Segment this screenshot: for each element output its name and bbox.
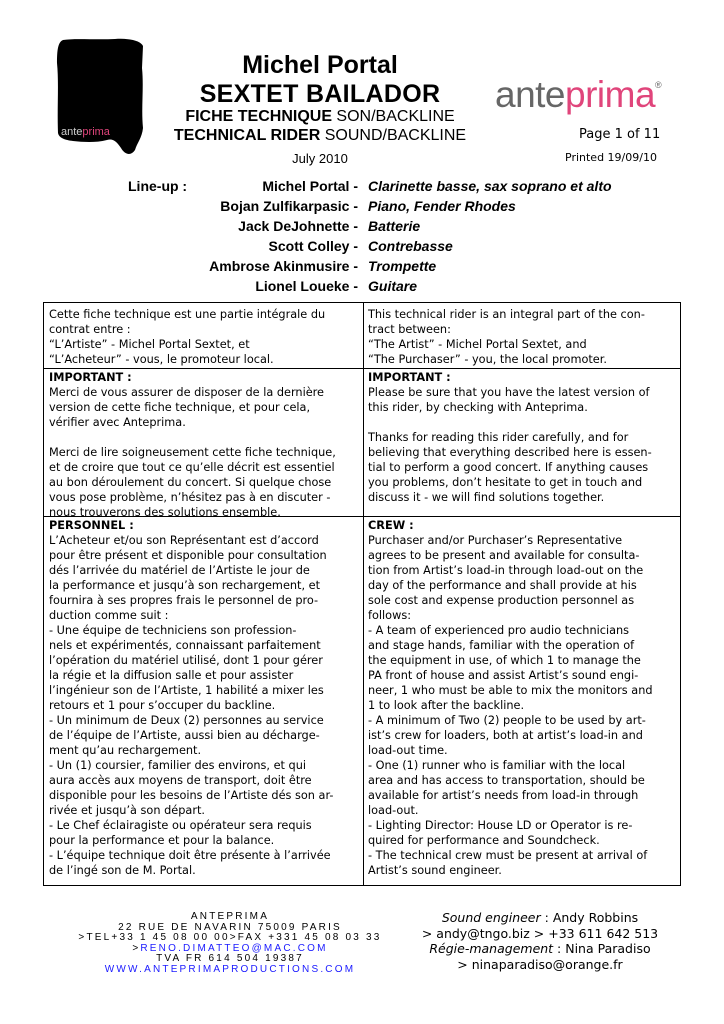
registered-mark: ®: [655, 80, 662, 90]
crew-heading: CREW :: [368, 519, 414, 532]
lineup-role: Batterie: [368, 218, 421, 234]
company-phones: >TEL+33 1 45 08 00 00>FAX +331 45 08 03 33: [78, 932, 382, 943]
regie-name: : Nina Paradiso: [553, 941, 651, 956]
brand-text-prima: prima: [565, 74, 656, 115]
lineup-role: Contrebasse: [368, 238, 453, 254]
company-name: ANTEPRIMA: [190, 911, 270, 922]
intro-french: Cette fiche technique est une partie intégrale du contrat entre : “L’Artiste” - Michel Portal Sextet, et “L’Acheteur” - vous, le promoteur local.: [49, 308, 326, 366]
lineup-roles: [368, 176, 612, 296]
important-french-heading: IMPORTANT :: [49, 371, 132, 384]
anteprima-logo: [55, 38, 145, 158]
page-number: Page 1 of 11: [579, 127, 661, 142]
document-date: July 2010: [292, 151, 348, 166]
lineup-name: Michel Portal -: [262, 178, 358, 194]
subtitle-french: [160, 108, 480, 126]
personnel-french: [49, 518, 359, 878]
page-subtitle: SEXTET BAILADOR: [199, 80, 441, 108]
table-column-divider: [363, 303, 364, 885]
lineup-name: Bojan Zulfikarpasic -: [220, 198, 358, 214]
company-address-block: [60, 912, 400, 975]
lineup-role: Trompette: [368, 258, 437, 274]
sound-engineer-contact: > andy@tngo.biz > +33 611 642 513: [421, 925, 659, 941]
email-link[interactable]: RENO.DIMATTEO@MAC.COM: [140, 942, 328, 954]
contacts-block: [400, 910, 680, 972]
company-address: 22 RUE DE NAVARIN 75009 PARIS: [118, 921, 342, 933]
lineup-label: Line-up :: [128, 178, 188, 194]
sound-engineer-label: Sound engineer: [441, 910, 541, 925]
lineup-name: Ambrose Akinmusire -: [209, 258, 358, 274]
important-french: [49, 370, 359, 520]
page-title: Michel Portal: [242, 51, 398, 79]
important-english-text: Please be sure that you have the latest version of this rider, by checking with Anteprima. Thanks for reading this rider carefully, and for believing that everything described here is essen- tial to perform a good concert. If anything causes you problems, don’t hesitate to get in touch and discuss it - we will find solutions together.: [368, 386, 652, 504]
lineup-name: Scott Colley -: [268, 238, 358, 254]
subtitle-french-rest: SON/BACKLINE: [331, 108, 455, 125]
brand-wordmark: [495, 74, 661, 116]
lineup-role: Guitare: [368, 278, 418, 294]
crew-english: [368, 518, 676, 878]
important-english-heading: IMPORTANT :: [368, 371, 451, 384]
lineup-role: Clarinette basse, sax soprano et alto: [368, 178, 612, 194]
subtitle-french-bold: FICHE TECHNIQUE: [185, 108, 332, 125]
sound-engineer-name: : Andy Robbins: [540, 910, 639, 925]
company-vat: TVA FR 614 504 19387: [156, 953, 304, 964]
printed-date: Printed 19/09/10: [565, 151, 657, 164]
subtitle-english-bold: TECHNICAL RIDER: [173, 127, 321, 144]
sound-engineer-line: [400, 910, 680, 926]
intro-english: This technical rider is an integral part of the con- tract between: “The Artist” - Michel Portal Sextet, and “The Purchaser” - you, the local promoter.: [368, 308, 645, 366]
rider-table: [43, 302, 681, 886]
crew-text: Purchaser and/or Purchaser’s Representative agrees to be present and available for consulta- tion from Artist’s load-in through load-out on the day of the performance and shall provide at his sole cost and expense production personnel as follows: - A team of experienced pro audio technicians and stage hands, familiar with the operation of the equipment in use, of which 1 to manage the PA front of house and assist Artist’s sound engi- neer, 1 who must be able to mix the monitors and 1 to look after the backline. - A minimum of Two (2) people to be used by art- ist’s crew for loaders, both at artist’s load-in and load-out time. - One (1) runner who is familiar with the local area and has access to transportation, should be available for artist’s needs from load-in through load-out. - Lighting Director: House LD or Operator is re- quired for performance and Soundcheck. - The technical crew must be present at arrival of Artist’s sound engineer.: [368, 534, 653, 877]
subtitle-english: [160, 127, 480, 145]
lineup-names: [209, 176, 358, 296]
personnel-heading: PERSONNEL :: [49, 519, 134, 532]
lineup-name: Lionel Loueke -: [255, 278, 358, 294]
logo-text-prima: prima: [82, 126, 110, 138]
logo-ink-shape: [55, 38, 145, 158]
logo-text-ante: ante: [61, 126, 83, 138]
lineup-role: Piano, Fender Rhodes: [368, 198, 516, 214]
email-prefix: >: [132, 942, 141, 954]
personnel-text: L’Acheteur et/ou son Représentant est d’accord pour être présent et disponible pour consultation dés l’arrivée du matériel de l’Artiste le jour de la performance et jusqu’à son rechargement, et fournira à ses propres frais le personnel de pro- duction comme suit : - Une équipe de techniciens son profession- nels et expérimentés, connaissant parfaitement l’opération du matériel utilisé, dont 1 pour gérer la régie et la diffusion salle et pour assister l’ingénieur son de l’Artiste, 1 habilité a mixer les retours et 1 pour s’occuper du backline. - Un minimum de Deux (2) personnes au service de l’équipe de l’Artiste, aussi bien au décharge- ment qu’au rechargement. - Un (1) coursier, familier des environs, et qui aura accès aux moyens de transport, doit être disponible pour les besoins de l’Artiste dés son ar- rivée et jusqu’à son départ. - Le Chef éclairagiste ou opérateur sera requis pour la performance et pour la balance. - L’équipe technique doit être présente à l’arrivée de l’ingé son de M. Portal.: [49, 534, 334, 877]
important-french-text: Merci de vous assurer de disposer de la dernière version de cette fiche technique, et pour cela, vérifier avec Anteprima. Merci de lire soigneusement cette fiche technique, et de croire que tout ce qu’elle décrit est essentiel au bon déroulement du concert. Si quelque chose vous pose problème, n’hésitez pas à en discuter - nous trouverons des solutions ensemble.: [49, 386, 336, 519]
website-link[interactable]: WWW.ANTEPRIMAPRODUCTIONS.COM: [104, 963, 356, 975]
regie-contact: > ninaparadiso@orange.fr: [457, 956, 623, 972]
regie-label: Régie-management: [429, 941, 554, 956]
important-english: [368, 370, 676, 505]
logo-wordmark: [61, 126, 110, 138]
brand-text-ante: ante: [495, 74, 566, 115]
lineup-name: Jack DeJohnette -: [238, 218, 358, 234]
regie-line: [400, 941, 680, 957]
subtitle-english-rest: SOUND/BACKLINE: [320, 127, 467, 144]
table-row-divider: [44, 368, 680, 369]
